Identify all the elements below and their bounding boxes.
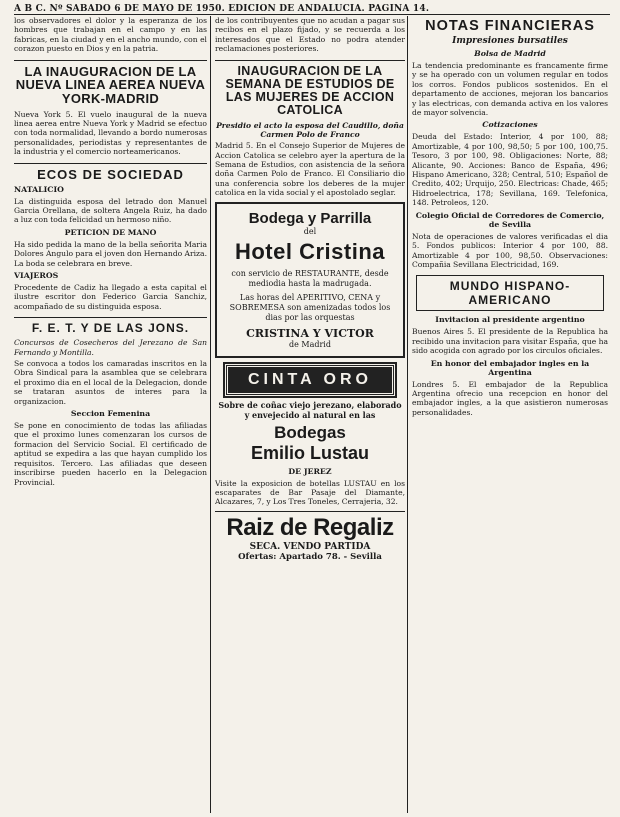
society-text-engagement: Ha sido pedida la mano de la bella señorita Maria Dolores Angulo para el joven don Hernando Ariza. La boda se celebrara en breve. <box>14 239 207 268</box>
regaliz-contact: Ofertas: Apartado 78. - Sevilla <box>238 551 382 562</box>
regaliz-name: Raiz de Regaliz <box>226 513 394 541</box>
ad-aperitivo-text: Las horas del APERITIVO, CENA y SOBREMESA son amenizadas todos los dias por las orquestas <box>229 292 391 322</box>
mundo-title: MUNDO HISPANO-AMERICANO <box>449 279 571 308</box>
column-rule-2 <box>407 16 408 813</box>
catholic-week-headline: INAUGURACION DE LA SEMANA DE ESTUDIOS DE LAS MUJERES DE ACCION CATOLICA <box>215 60 405 118</box>
ad-city: de Madrid <box>289 339 331 349</box>
womens-section-text: Se pone en conocimiento de todas las afiliadas que el proximo lunes comenzaran los cursos de formacion del Servicio Social. El certificado de aptitud se expedira a las que hayan cumplido los requisitos. Tercero. Las afiliadas que deseen inscribirse pueden hacerlo en la Delegacion Provincial. <box>14 421 207 487</box>
fet-title: F. E. T. Y DE LAS JONS. <box>14 317 207 335</box>
ad-hotel-name: Hotel Cristina <box>234 238 386 264</box>
page-header: A B C. Nº SABADO 6 DE MAYO DE 1950. EDICION DE ANDALUCIA. PAGINA 14. <box>14 4 430 14</box>
regaliz-ad <box>215 511 405 562</box>
mundo-sub-invitation: Invitacion al presidente argentino <box>435 315 585 325</box>
mundo-text-ambassador: Londres 5. El embajador de la Republica Argentina ofrecio una recepcion en honor del embajador ingles, a la que asistieron numerosas personalidades. <box>412 379 608 417</box>
ad-orchestras: CRISTINA Y VICTOR <box>246 326 374 340</box>
society-sub-travel: VIAJEROS <box>14 271 59 281</box>
finance-subtitle: Impresiones bursatiles <box>452 36 568 46</box>
lead-paragraph: los observadores el dolor y la esperanza de los hombres que trabajan en el campo y en las fabricas, en la ciudad y en el ancho mundo, con el corazon puesto en Dios y en la patria. <box>14 16 207 54</box>
airline-story: Nueva York 5. El vuelo inaugural de la nueva linea aerea entre Nueva York y Madrid se efectuo con toda normalidad, llevando a bordo numerosas personalidades, periodistas y representantes de la industria y el comercio norteamericanos. <box>14 109 207 157</box>
colegio-text: Nota de operaciones de valores verificadas el dia 5. Fondos publicos: Interior 4 por 100, 88. Amortizable 4 por 100, 98,50. Observaciones: Compañia Sevillana Electricidad, 169. <box>412 231 608 269</box>
society-text-travel: Procedente de Cadiz ha llegado a esta capital el ilustre escritor don Federico Garcia Sanchiz, acompañado de su distinguida esposa. <box>14 283 207 311</box>
cinta-oro-text: Sobre de coñac viejo jerezano, elaborado y envejecido al natural en las <box>218 399 402 420</box>
ad-restaurant-text: con servicio de RESTAURANTE, desde mediodia hasta la madrugada. <box>231 268 389 288</box>
bolsa-title: Bolsa de Madrid <box>474 49 546 58</box>
bolsa-text: La tendencia predominante es francamente firme y se ha operado con un volumen regular en todos los corros. Fondos publicos sostenidos. En el departamento de acciones, mejoran los bancarios y las electricas, con demanda activa en los valores de mayor solvencia. <box>412 61 608 118</box>
ad-bodega-parrilla: Bodega y Parrilla <box>248 209 372 227</box>
society-sub-birth: NATALICIO <box>14 184 64 194</box>
catholic-week-subheadline: Presidio el acto la esposa del Caudillo, doña Carmen Polo de Franco <box>216 121 404 140</box>
header-rule <box>14 14 610 15</box>
column-rule-1 <box>210 16 211 813</box>
society-text-birth: La distinguida esposa del letrado don Manuel Garcia Orellana, de soltera Angela Ruiz, ha dado a luz con toda felicidad un hermoso niño. <box>14 196 207 225</box>
emilio-lustau-name: Emilio Lustau <box>250 442 369 463</box>
mundo-sub-ambassador: En honor del embajador ingles en la Argentina <box>430 358 590 377</box>
cotizaciones-text: Deuda del Estado: Interior, 4 por 100, 88; Amortizable, 4 por 100, 98,50; 5 por 100, 100,75. Tesoro, 3 por 100, 98. Obligaciones: Norte, 88; Alicante, 90. Acciones: Banco de España, 496; Hispano Americano, 328; Central, 510; Español de Credito, 402; Urquijo, 250. Electricas: Chade, 465; Hidroelectrica, 178; Sevillana, 169. Telefonica, 148. Petroleos, 120. <box>412 132 608 208</box>
cinta-oro-brand: CINTA ORO <box>225 364 395 396</box>
airline-headline: LA INAUGURACION DE LA NUEVA LINEA AEREA NUEVA YORK-MADRID <box>14 60 207 106</box>
womens-section-title: Seccion Femenina <box>70 409 151 419</box>
center-lead-paragraph: de los contribuyentes que no acudan a pagar sus recibos en el plazo fijado, y se recuerda a los interesados que el Estado no podra atender reclamaciones posteriores. <box>215 16 405 54</box>
society-sub-engagement: PETICION DE MANO <box>64 227 157 237</box>
column-left <box>14 16 207 813</box>
fet-text: Se convoca a todos los camaradas inscritos en la Obra Sindical para la asamblea que se celebrara el proximo dia en el local de la Delegacion, donde se trataran asuntos de interes para la organizacion. <box>14 359 207 406</box>
finance-title: NOTAS FINANCIERAS <box>425 18 595 34</box>
regaliz-line: SECA. VENDO PARTIDA <box>249 541 371 552</box>
society-title: ECOS DE SOCIEDAD <box>14 163 207 182</box>
lustau-city: DE JEREZ <box>288 466 332 476</box>
mundo-box <box>416 275 604 311</box>
fet-subtitle: Concursos de Cosecheros del Jerezano de San Fernando y Montilla. <box>14 338 207 357</box>
column-center <box>215 16 405 813</box>
catholic-week-story: Madrid 5. En el Consejo Superior de Mujeres de Accion Catolica se celebro ayer la apertura de la Semana de Estudios, con asistencia de la señora doña Carmen Polo de Franco. El Consiliario dio una conferencia sobre los deberes de la mujer catolica en la vida social y el apostolado seglar. <box>215 141 405 198</box>
ad-del: del <box>303 226 317 236</box>
colegio-title: Colegio Oficial de Corredores de Comercio, de Sevilla <box>415 210 605 229</box>
cotizaciones-title: Cotizaciones <box>482 120 538 130</box>
column-right <box>412 16 608 813</box>
mundo-text-invitation: Buenos Aires 5. El presidente de la Republica ha recibido una invitacion para visitar España, que ha sido acogida con agrado por los circulos oficiales. <box>412 327 608 356</box>
bodegas-label: Bodegas <box>274 422 346 442</box>
hotel-cristina-ad <box>215 202 405 358</box>
lustau-visit-text: Visite la exposicion de botellas LUSTAU en los escaparates de Bar Pasaje del Diamante, Alcazares, 7, y Los Tres Toneles, Cerrajeria, 32. <box>215 478 405 507</box>
